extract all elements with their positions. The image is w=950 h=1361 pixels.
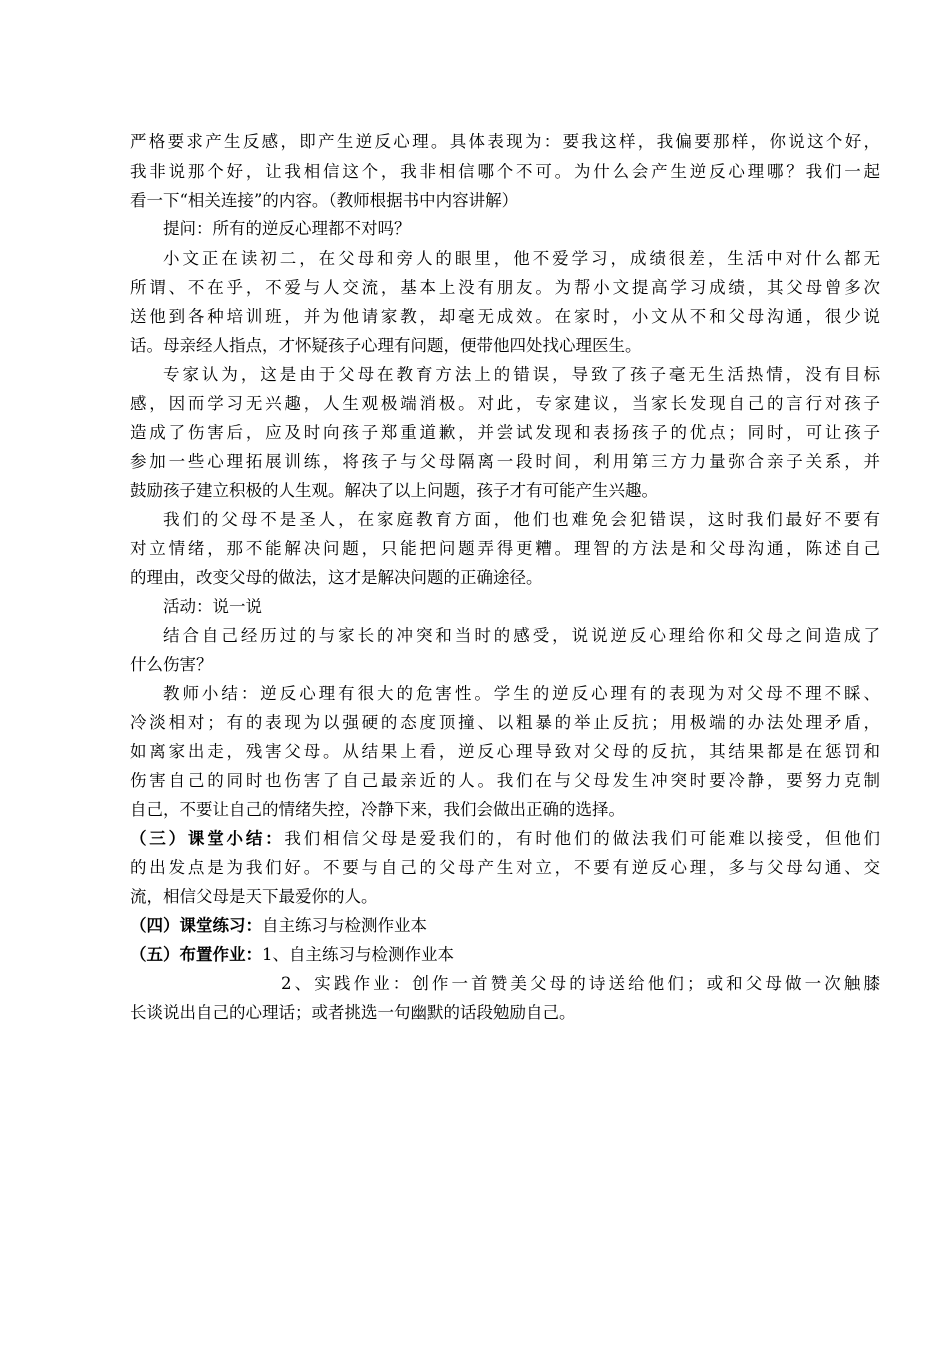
paragraph-line: 所谓、不在乎，不爱与人交流，基本上没有朋友。为帮小文提高学习成绩，其父母曾多次 [130, 278, 880, 297]
paragraph-line: 我们的父母不是圣人，在家庭教育方面，他们也难免会犯错误，这时我们最好不要有 [163, 510, 880, 529]
summary-text: 我们相信父母是爱我们的，有时他们的做法我们可能难以接受，但他们 [284, 829, 881, 848]
paragraph-line: 冷淡相对；有的表现为以强硬的态度顶撞、以粗暴的举止反抗；用极端的办法处理矛盾， [130, 713, 880, 732]
paragraph-line: 伤害自己的同时也伤害了自己最亲近的人。我们在与父母发生冲突时要冷静，要努力克制 [130, 771, 880, 790]
paragraph-line: 自己，不要让自己的情绪失控，冷静下来，我们会做出正确的选择。 [130, 800, 625, 819]
paragraph-line: 感，因而学习无兴趣，人生观极端消极。对此，专家建议，当家长发现自己的言行对孩子 [130, 394, 880, 413]
practice-line [130, 915, 880, 937]
paragraph-line: 送他到各种培训班，并为他请家教，却毫无成效。在家时，小文从不和父母沟通，很少说 [130, 307, 880, 326]
homework-line [130, 944, 880, 966]
activity-line: 活动：说一说 [163, 597, 262, 616]
paragraph-line: 什么伤害？ [130, 655, 213, 674]
summary-line: 的出发点是为我们好。不要与自己的父母产生对立，不要有逆反心理，多与父母勾通、交 [130, 858, 880, 877]
summary-line [130, 828, 880, 850]
paragraph-line: 专家认为，这是由于父母在教育方法上的错误，导致了孩子毫无生活热情，没有目标 [163, 365, 880, 384]
practice-heading: （四）课堂练习： [130, 916, 262, 935]
practice-text: 自主练习与检测作业本 [262, 916, 427, 935]
paragraph-line: 参加一些心理拓展训练，将孩子与父母隔离一段时间，利用第三方力量弥合亲子关系，并 [130, 452, 880, 471]
homework-heading: （五）布置作业： [130, 945, 262, 964]
paragraph-line: 结合自己经历过的与家长的冲突和当时的感受，说说逆反心理给你和父母之间造成了 [163, 626, 880, 645]
homework-item: 2、实践作业：创作一首赞美父母的诗送给他们；或和父母做一次触膝 [281, 974, 880, 993]
paragraph-line: 严格要求产生反感，即产生逆反心理。具体表现为：要我这样，我偏要那样，你说这个好， [130, 132, 880, 151]
summary-line: 流，相信父母是天下最爱你的人。 [130, 887, 378, 906]
paragraph-line: 鼓励孩子建立积极的人生观。解决了以上问题，孩子才有可能产生兴趣。 [130, 481, 658, 500]
question-line: 提问：所有的逆反心理都不对吗？ [163, 219, 411, 238]
homework-item: 1、自主练习与检测作业本 [262, 945, 454, 964]
paragraph-line: 对立情绪，那不能解决问题，只能把问题弄得更糟。理智的方法是和父母沟通，陈述自己 [130, 539, 880, 558]
paragraph-line: 小文正在读初二，在父母和旁人的眼里，他不爱学习，成绩很差，生活中对什么都无 [163, 249, 880, 268]
summary-heading: （三）课堂小结： [130, 829, 285, 848]
paragraph-line: 造成了伤害后，应及时向孩子郑重道歉，并尝试发现和表扬孩子的优点；同时，可让孩子 [130, 423, 880, 442]
paragraph-line: 如离家出走，残害父母。从结果上看，逆反心理导致对父母的反抗，其结果都是在惩罚和 [130, 742, 880, 761]
paragraph-line: 看一下“相关连接”的内容。（教师根据书中内容讲解） [130, 191, 519, 210]
homework-item: 长谈说出自己的心理话；或者挑选一句幽默的话段勉励自己。 [130, 1003, 576, 1022]
paragraph-line: 的理由，改变父母的做法，这才是解决问题的正确途径。 [130, 568, 543, 587]
paragraph-line: 教师小结：逆反心理有很大的危害性。学生的逆反心理有的表现为对父母不理不睬、 [163, 684, 880, 703]
paragraph-line: 话。母亲经人指点，才怀疑孩子心理有问题，便带他四处找心理医生。 [130, 336, 642, 355]
paragraph-line: 我非说那个好，让我相信这个，我非相信哪个不可。为什么会产生逆反心理哪？我们一起 [130, 162, 880, 181]
